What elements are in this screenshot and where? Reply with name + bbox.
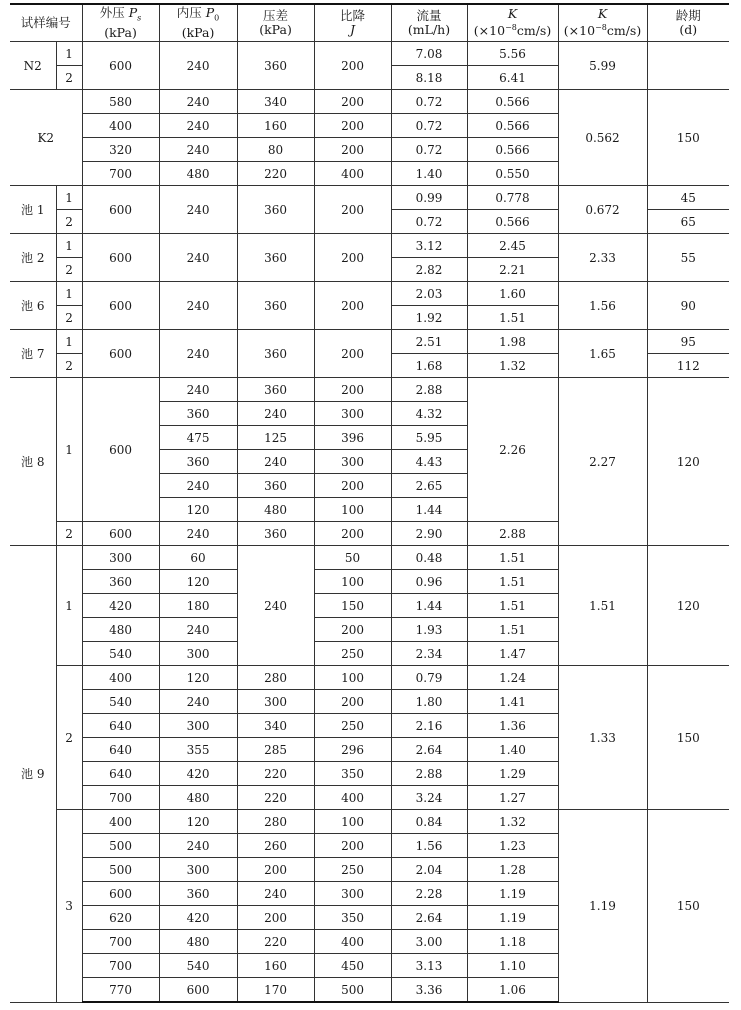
specimen-cell: 2 xyxy=(56,666,82,810)
flow-cell: 1.68 xyxy=(391,354,467,378)
outer-pressure-cell: 400 xyxy=(82,114,159,138)
gradient-cell: 150 xyxy=(314,594,391,618)
outer-pressure-cell: 700 xyxy=(82,162,159,186)
pressure-diff-cell: 360 xyxy=(237,234,314,282)
k-cell: 2.26 xyxy=(467,378,558,522)
permeability-test-table xyxy=(10,3,729,1003)
k-cell: 1.27 xyxy=(467,786,558,810)
inner-pressure-cell: 240 xyxy=(159,618,237,642)
pressure-diff-cell: 260 xyxy=(237,834,314,858)
k-cell: 1.51 xyxy=(467,570,558,594)
inner-pressure-cell: 240 xyxy=(159,834,237,858)
outer-pressure-cell: 400 xyxy=(82,666,159,690)
specimen-cell: 1 xyxy=(56,186,82,210)
pressure-diff-cell: 360 xyxy=(237,522,314,546)
flow-cell: 3.13 xyxy=(391,954,467,978)
k-cell: 1.19 xyxy=(467,882,558,906)
gradient-cell: 200 xyxy=(314,186,391,234)
pressure-diff-cell: 160 xyxy=(237,114,314,138)
inner-pressure-cell: 360 xyxy=(159,450,237,474)
gradient-cell: 400 xyxy=(314,930,391,954)
inner-pressure-cell: 120 xyxy=(159,810,237,834)
table-row xyxy=(10,378,729,402)
pressure-diff-cell: 220 xyxy=(237,762,314,786)
k-cell: 1.32 xyxy=(467,810,558,834)
flow-cell: 1.92 xyxy=(391,306,467,330)
k-average-cell: 1.65 xyxy=(558,330,647,378)
gradient-cell: 500 xyxy=(314,978,391,1003)
pressure-diff-cell: 340 xyxy=(237,714,314,738)
inner-pressure-cell: 120 xyxy=(159,498,237,522)
outer-pressure-cell: 360 xyxy=(82,570,159,594)
outer-pressure-cell: 500 xyxy=(82,858,159,882)
k-cell: 1.51 xyxy=(467,546,558,570)
k-average-cell: 1.51 xyxy=(558,546,647,666)
outer-pressure-cell: 600 xyxy=(82,378,159,522)
gradient-cell: 400 xyxy=(314,162,391,186)
k-cell: 1.60 xyxy=(467,282,558,306)
inner-pressure-cell: 420 xyxy=(159,906,237,930)
gradient-cell: 396 xyxy=(314,426,391,450)
pressure-diff-cell: 360 xyxy=(237,282,314,330)
k-cell: 1.51 xyxy=(467,594,558,618)
table-row xyxy=(10,90,729,114)
inner-pressure-cell: 475 xyxy=(159,426,237,450)
outer-pressure-cell: 580 xyxy=(82,90,159,114)
flow-cell: 2.65 xyxy=(391,474,467,498)
pressure-diff-cell: 360 xyxy=(237,42,314,90)
outer-pressure-cell: 620 xyxy=(82,906,159,930)
age-cell: 45 xyxy=(647,186,729,210)
table-row xyxy=(10,42,729,66)
gradient-cell: 200 xyxy=(314,834,391,858)
header-age: 龄期 (d) xyxy=(647,4,729,42)
age-cell: 65 xyxy=(647,210,729,234)
gradient-cell: 350 xyxy=(314,906,391,930)
outer-pressure-cell: 420 xyxy=(82,594,159,618)
outer-pressure-cell: 600 xyxy=(82,882,159,906)
inner-pressure-cell: 60 xyxy=(159,546,237,570)
inner-pressure-cell: 240 xyxy=(159,330,237,378)
flow-cell: 2.51 xyxy=(391,330,467,354)
inner-pressure-cell: 600 xyxy=(159,978,237,1003)
k-cell: 2.88 xyxy=(467,522,558,546)
pressure-diff-cell: 360 xyxy=(237,186,314,234)
outer-pressure-cell: 770 xyxy=(82,978,159,1003)
gradient-cell: 350 xyxy=(314,762,391,786)
gradient-cell: 200 xyxy=(314,522,391,546)
k-cell: 1.32 xyxy=(467,354,558,378)
k-cell: 1.19 xyxy=(467,906,558,930)
gradient-cell: 200 xyxy=(314,138,391,162)
pressure-diff-cell: 220 xyxy=(237,162,314,186)
k-cell: 1.06 xyxy=(467,978,558,1003)
age-cell xyxy=(647,42,729,90)
flow-cell: 0.72 xyxy=(391,210,467,234)
table-row xyxy=(10,546,729,570)
pressure-diff-cell: 300 xyxy=(237,690,314,714)
inner-pressure-cell: 355 xyxy=(159,738,237,762)
inner-pressure-cell: 360 xyxy=(159,882,237,906)
inner-pressure-cell: 240 xyxy=(159,138,237,162)
header-k-single: K $(\times 10^{-8}cm/s)$ xyxy=(467,4,558,42)
gradient-cell: 200 xyxy=(314,474,391,498)
k-average-cell: 0.672 xyxy=(558,186,647,234)
table-row xyxy=(10,666,729,690)
pressure-diff-cell: 200 xyxy=(237,906,314,930)
k-cell: 1.23 xyxy=(467,834,558,858)
flow-cell: 3.00 xyxy=(391,930,467,954)
flow-cell: 1.93 xyxy=(391,618,467,642)
outer-pressure-cell: 540 xyxy=(82,642,159,666)
flow-cell: 3.12 xyxy=(391,234,467,258)
gradient-cell: 50 xyxy=(314,546,391,570)
header-flow: 流量 (mL/h) xyxy=(391,4,467,42)
k-cell: 2.45 xyxy=(467,234,558,258)
flow-cell: 2.16 xyxy=(391,714,467,738)
k-average-cell: 2.33 xyxy=(558,234,647,282)
pressure-diff-cell: 200 xyxy=(237,858,314,882)
k-average-cell: 5.99 xyxy=(558,42,647,90)
specimen-cell: 1 xyxy=(56,546,82,666)
pressure-diff-cell: 220 xyxy=(237,930,314,954)
k-cell: 1.51 xyxy=(467,306,558,330)
pressure-diff-cell: 240 xyxy=(237,450,314,474)
outer-pressure-cell: 640 xyxy=(82,762,159,786)
pressure-diff-cell: 360 xyxy=(237,474,314,498)
k-cell: 0.778 xyxy=(467,186,558,210)
flow-cell: 1.40 xyxy=(391,162,467,186)
flow-cell: 4.43 xyxy=(391,450,467,474)
specimen-cell: 2 xyxy=(56,354,82,378)
k-cell: 0.566 xyxy=(467,210,558,234)
k-cell: 1.36 xyxy=(467,714,558,738)
inner-pressure-cell: 120 xyxy=(159,666,237,690)
specimen-cell: 1 xyxy=(56,234,82,258)
flow-cell: 3.24 xyxy=(391,786,467,810)
outer-pressure-cell: 540 xyxy=(82,690,159,714)
specimen-cell: 2 xyxy=(56,258,82,282)
k-average-cell: 1.56 xyxy=(558,282,647,330)
outer-pressure-cell: 300 xyxy=(82,546,159,570)
table-row xyxy=(10,330,729,354)
inner-pressure-cell: 300 xyxy=(159,642,237,666)
gradient-cell: 200 xyxy=(314,330,391,378)
k-cell: 0.566 xyxy=(467,138,558,162)
age-cell: 120 xyxy=(647,378,729,546)
pressure-diff-cell: 480 xyxy=(237,498,314,522)
pressure-diff-cell: 280 xyxy=(237,666,314,690)
k-cell: 1.98 xyxy=(467,330,558,354)
inner-pressure-cell: 240 xyxy=(159,378,237,402)
gradient-cell: 300 xyxy=(314,402,391,426)
specimen-cell: 2 xyxy=(56,210,82,234)
outer-pressure-cell: 700 xyxy=(82,786,159,810)
k-average-cell: 1.33 xyxy=(558,666,647,810)
specimen-cell: 1 xyxy=(56,330,82,354)
outer-pressure-cell: 600 xyxy=(82,330,159,378)
gradient-cell: 200 xyxy=(314,234,391,282)
sample-id-cell: 池 2 xyxy=(10,234,56,282)
gradient-cell: 100 xyxy=(314,570,391,594)
age-cell: 150 xyxy=(647,666,729,810)
gradient-cell: 200 xyxy=(314,378,391,402)
header-gradient: 比降 J xyxy=(314,4,391,42)
specimen-cell: 2 xyxy=(56,522,82,546)
k-cell: 6.41 xyxy=(467,66,558,90)
sample-id-cell: N2 xyxy=(10,42,56,90)
inner-pressure-cell: 240 xyxy=(159,186,237,234)
k-cell: 0.550 xyxy=(467,162,558,186)
outer-pressure-cell: 640 xyxy=(82,714,159,738)
flow-cell: 8.18 xyxy=(391,66,467,90)
gradient-cell: 200 xyxy=(314,282,391,330)
gradient-cell: 300 xyxy=(314,450,391,474)
specimen-cell: 3 xyxy=(56,810,82,1003)
pressure-diff-cell: 285 xyxy=(237,738,314,762)
inner-pressure-cell: 120 xyxy=(159,570,237,594)
pressure-diff-cell: 125 xyxy=(237,426,314,450)
table-row xyxy=(10,234,729,258)
k-cell: 1.47 xyxy=(467,642,558,666)
k-cell: 1.51 xyxy=(467,618,558,642)
pressure-diff-cell: 360 xyxy=(237,378,314,402)
flow-cell: 2.64 xyxy=(391,906,467,930)
inner-pressure-cell: 240 xyxy=(159,474,237,498)
sample-id-cell: 池 9 xyxy=(10,546,56,1003)
k-cell: 5.56 xyxy=(467,42,558,66)
flow-cell: 2.88 xyxy=(391,762,467,786)
pressure-diff-cell: 340 xyxy=(237,90,314,114)
specimen-cell: 1 xyxy=(56,282,82,306)
header-sample-no: 试样编号 xyxy=(10,4,82,42)
gradient-cell: 450 xyxy=(314,954,391,978)
sample-id-cell: 池 7 xyxy=(10,330,56,378)
flow-cell: 0.72 xyxy=(391,138,467,162)
gradient-cell: 250 xyxy=(314,714,391,738)
header-pressure-diff: 压差 (kPa) xyxy=(237,4,314,42)
flow-cell: 1.44 xyxy=(391,498,467,522)
inner-pressure-cell: 360 xyxy=(159,402,237,426)
age-cell: 90 xyxy=(647,282,729,330)
inner-pressure-cell: 300 xyxy=(159,858,237,882)
k-cell: 0.566 xyxy=(467,114,558,138)
age-cell: 150 xyxy=(647,90,729,186)
pressure-diff-cell: 170 xyxy=(237,978,314,1003)
k-cell: 1.24 xyxy=(467,666,558,690)
flow-cell: 0.72 xyxy=(391,90,467,114)
gradient-cell: 250 xyxy=(314,858,391,882)
flow-cell: 2.03 xyxy=(391,282,467,306)
specimen-cell: 2 xyxy=(56,66,82,90)
age-cell: 95 xyxy=(647,330,729,354)
flow-cell: 0.96 xyxy=(391,570,467,594)
inner-pressure-cell: 480 xyxy=(159,162,237,186)
inner-pressure-cell: 480 xyxy=(159,786,237,810)
header-inner-pressure: 内压 $P_0$ (kPa) xyxy=(159,4,237,42)
flow-cell: 5.95 xyxy=(391,426,467,450)
outer-pressure-cell: 600 xyxy=(82,186,159,234)
flow-cell: 4.32 xyxy=(391,402,467,426)
specimen-cell: 1 xyxy=(56,42,82,66)
pressure-diff-cell: 280 xyxy=(237,810,314,834)
inner-pressure-cell: 240 xyxy=(159,282,237,330)
table-row xyxy=(10,186,729,210)
sample-id-cell: 池 6 xyxy=(10,282,56,330)
inner-pressure-cell: 240 xyxy=(159,690,237,714)
inner-pressure-cell: 540 xyxy=(159,954,237,978)
flow-cell: 7.08 xyxy=(391,42,467,66)
outer-pressure-cell: 700 xyxy=(82,954,159,978)
flow-cell: 0.72 xyxy=(391,114,467,138)
gradient-cell: 100 xyxy=(314,498,391,522)
specimen-cell: 1 xyxy=(56,378,82,522)
pressure-diff-cell: 80 xyxy=(237,138,314,162)
header-row xyxy=(10,4,729,42)
flow-cell: 2.82 xyxy=(391,258,467,282)
gradient-cell: 250 xyxy=(314,642,391,666)
gradient-cell: 296 xyxy=(314,738,391,762)
k-cell: 1.18 xyxy=(467,930,558,954)
pressure-diff-cell: 240 xyxy=(237,546,314,666)
flow-cell: 2.28 xyxy=(391,882,467,906)
outer-pressure-cell: 400 xyxy=(82,810,159,834)
inner-pressure-cell: 180 xyxy=(159,594,237,618)
inner-pressure-cell: 240 xyxy=(159,114,237,138)
k-cell: 2.21 xyxy=(467,258,558,282)
flow-cell: 1.44 xyxy=(391,594,467,618)
inner-pressure-cell: 240 xyxy=(159,522,237,546)
header-k-average: K $(\times 10^{-8}cm/s)$ xyxy=(558,4,647,42)
age-cell: 112 xyxy=(647,354,729,378)
gradient-cell: 300 xyxy=(314,882,391,906)
age-cell: 150 xyxy=(647,810,729,1003)
flow-cell: 0.99 xyxy=(391,186,467,210)
sample-id-cell: K2 xyxy=(10,90,82,186)
gradient-cell: 200 xyxy=(314,114,391,138)
age-cell: 120 xyxy=(647,546,729,666)
outer-pressure-cell: 500 xyxy=(82,834,159,858)
gradient-cell: 200 xyxy=(314,42,391,90)
specimen-cell: 2 xyxy=(56,306,82,330)
gradient-cell: 100 xyxy=(314,666,391,690)
outer-pressure-cell: 600 xyxy=(82,522,159,546)
k-cell: 1.29 xyxy=(467,762,558,786)
gradient-cell: 200 xyxy=(314,90,391,114)
pressure-diff-cell: 240 xyxy=(237,402,314,426)
outer-pressure-cell: 600 xyxy=(82,282,159,330)
outer-pressure-cell: 600 xyxy=(82,234,159,282)
flow-cell: 2.90 xyxy=(391,522,467,546)
pressure-diff-cell: 360 xyxy=(237,330,314,378)
k-cell: 1.28 xyxy=(467,858,558,882)
flow-cell: 2.88 xyxy=(391,378,467,402)
flow-cell: 1.56 xyxy=(391,834,467,858)
k-average-cell: 0.562 xyxy=(558,90,647,186)
outer-pressure-cell: 640 xyxy=(82,738,159,762)
inner-pressure-cell: 420 xyxy=(159,762,237,786)
flow-cell: 2.34 xyxy=(391,642,467,666)
k-cell: 1.10 xyxy=(467,954,558,978)
flow-cell: 1.80 xyxy=(391,690,467,714)
k-cell: 0.566 xyxy=(467,90,558,114)
pressure-diff-cell: 160 xyxy=(237,954,314,978)
outer-pressure-cell: 700 xyxy=(82,930,159,954)
k-average-cell: 2.27 xyxy=(558,378,647,546)
inner-pressure-cell: 240 xyxy=(159,90,237,114)
table-row xyxy=(10,810,729,834)
k-cell: 1.40 xyxy=(467,738,558,762)
gradient-cell: 200 xyxy=(314,618,391,642)
flow-cell: 2.64 xyxy=(391,738,467,762)
flow-cell: 0.48 xyxy=(391,546,467,570)
gradient-cell: 100 xyxy=(314,810,391,834)
inner-pressure-cell: 240 xyxy=(159,234,237,282)
sample-id-cell: 池 8 xyxy=(10,378,56,546)
pressure-diff-cell: 240 xyxy=(237,882,314,906)
header-outer-pressure: 外压 $P_s$ (kPa) xyxy=(82,4,159,42)
table-row xyxy=(10,282,729,306)
inner-pressure-cell: 300 xyxy=(159,714,237,738)
age-cell: 55 xyxy=(647,234,729,282)
pressure-diff-cell: 220 xyxy=(237,786,314,810)
k-cell: 1.41 xyxy=(467,690,558,714)
flow-cell: 3.36 xyxy=(391,978,467,1003)
gradient-cell: 200 xyxy=(314,690,391,714)
inner-pressure-cell: 480 xyxy=(159,930,237,954)
flow-cell: 0.84 xyxy=(391,810,467,834)
outer-pressure-cell: 600 xyxy=(82,42,159,90)
outer-pressure-cell: 480 xyxy=(82,618,159,642)
outer-pressure-cell: 320 xyxy=(82,138,159,162)
k-average-cell: 1.19 xyxy=(558,810,647,1003)
flow-cell: 2.04 xyxy=(391,858,467,882)
inner-pressure-cell: 240 xyxy=(159,42,237,90)
gradient-cell: 400 xyxy=(314,786,391,810)
flow-cell: 0.79 xyxy=(391,666,467,690)
sample-id-cell: 池 1 xyxy=(10,186,56,234)
